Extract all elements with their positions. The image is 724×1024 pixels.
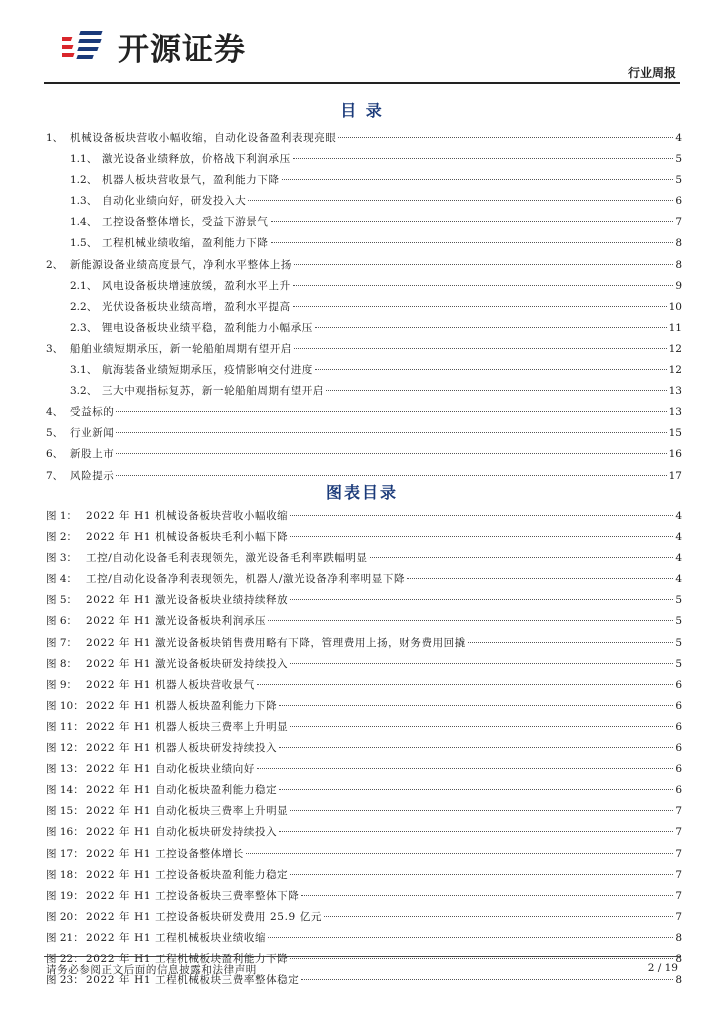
- dot-leader: [271, 242, 674, 243]
- entry-title[interactable]: 船舶业绩短期承压，新一轮船舶周期有望开启: [70, 342, 292, 355]
- entry-number: 图 3：: [46, 552, 78, 565]
- dot-leader: [324, 916, 673, 917]
- entry-title[interactable]: 激光设备业绩释放，价格战下利润承压: [102, 153, 291, 166]
- entry-title[interactable]: 2022 年 H1 工控设备板块三费率整体下降: [86, 889, 300, 902]
- dot-leader: [268, 937, 673, 938]
- entry-title[interactable]: 2022 年 H1 自动化板块三费率上升明显: [86, 805, 289, 818]
- entry-page-number: 6: [675, 195, 682, 208]
- entry-title[interactable]: 2022 年 H1 机器人板块盈利能力下降: [86, 699, 278, 712]
- toc-entry[interactable]: [46, 360, 682, 381]
- figure-entry[interactable]: [46, 696, 682, 717]
- entry-title[interactable]: 新股上市: [70, 448, 115, 461]
- dot-leader: [279, 705, 673, 706]
- entry-number: 1.1、: [70, 153, 98, 166]
- entry-page-number: 17: [668, 469, 682, 482]
- dot-leader: [279, 747, 673, 748]
- entry-page-number: 8: [675, 237, 682, 250]
- entry-page-number: 11: [668, 321, 682, 334]
- entry-page-number: 5: [675, 636, 682, 649]
- entry-title[interactable]: 2022 年 H1 工程机械板块盈利能力下降: [86, 952, 289, 965]
- dot-leader: [116, 475, 666, 476]
- entry-title[interactable]: 自动化业绩向好，研发投入大: [102, 195, 247, 208]
- entry-number: 图 15：: [46, 805, 84, 818]
- dot-leader: [315, 327, 667, 328]
- entry-page-number: 6: [675, 678, 682, 691]
- entry-number: 图 7：: [46, 636, 78, 649]
- page-number: 2 / 19: [647, 962, 678, 974]
- entry-number: 4、: [46, 406, 64, 419]
- entry-page-number: 5: [675, 153, 682, 166]
- entry-number: 7、: [46, 469, 64, 482]
- figure-entry[interactable]: [46, 928, 682, 949]
- figure-entry[interactable]: [46, 548, 682, 569]
- toc-entry[interactable]: [46, 444, 682, 465]
- entry-number: 图 14：: [46, 784, 84, 797]
- header-divider: [44, 82, 680, 84]
- dot-leader: [116, 411, 666, 412]
- dot-leader: [315, 369, 667, 370]
- dot-leader: [279, 789, 673, 790]
- figure-entry[interactable]: [46, 780, 682, 801]
- entry-title[interactable]: 2022 年 H1 机器人板块三费率上升明显: [86, 720, 289, 733]
- figure-entry[interactable]: [46, 759, 682, 780]
- entry-number: 3.2、: [70, 385, 98, 398]
- entry-title[interactable]: 风险提示: [70, 469, 115, 482]
- entry-page-number: 7: [675, 868, 682, 881]
- entry-title[interactable]: 风电设备板块增速放缓，盈利水平上升: [102, 279, 291, 292]
- figure-entry[interactable]: [46, 738, 682, 759]
- figure-entry[interactable]: [46, 717, 682, 738]
- entry-page-number: 7: [675, 826, 682, 839]
- entry-title[interactable]: 行业新闻: [70, 427, 115, 440]
- entry-number: 3.1、: [70, 364, 98, 377]
- entry-title[interactable]: 2022 年 H1 工控设备整体增长: [86, 847, 244, 860]
- figure-entry[interactable]: [46, 633, 682, 654]
- figure-entry[interactable]: [46, 611, 682, 632]
- dot-leader: [248, 200, 673, 201]
- entry-title[interactable]: 2022 年 H1 工程机械板块三费率整体稳定: [86, 974, 300, 987]
- entry-page-number: 8: [675, 931, 682, 944]
- figure-entry[interactable]: [46, 844, 682, 865]
- dot-leader: [290, 663, 673, 664]
- entry-title[interactable]: 航海装备业绩短期承压，疫情影响交付进度: [102, 364, 313, 377]
- dot-leader: [271, 221, 674, 222]
- dot-leader: [290, 515, 673, 516]
- figure-entry[interactable]: [46, 886, 682, 907]
- entry-number: 图 1：: [46, 510, 78, 522]
- entry-number: 图 17：: [46, 847, 84, 860]
- toc-entry[interactable]: [46, 339, 682, 360]
- entry-number: 1.2、: [70, 174, 98, 187]
- dot-leader: [301, 979, 673, 980]
- entry-title[interactable]: 2022 年 H1 工控设备板块研发费用 25.9 亿元: [86, 910, 322, 923]
- entry-title[interactable]: 2022 年 H1 激光设备板块销售费用略有下降，管理费用上扬，财务费用回撬: [86, 636, 466, 649]
- entry-title[interactable]: 2022 年 H1 工控设备板块盈利能力稳定: [86, 868, 289, 881]
- entry-page-number: 13: [668, 385, 682, 398]
- entry-number: 图 20：: [46, 910, 84, 923]
- entry-number: 3、: [46, 342, 64, 355]
- toc-entry[interactable]: [46, 381, 682, 402]
- entry-title[interactable]: 新能源设备业绩高度景气，净利水平整体上扬: [70, 258, 292, 271]
- figure-entry[interactable]: [46, 675, 682, 696]
- entry-number: 图 13：: [46, 763, 84, 776]
- entry-title[interactable]: 工控/自动化设备毛利表现领先，激光设备毛利率跌幅明显: [86, 552, 368, 565]
- entry-title[interactable]: 2022 年 H1 机器人板块研发持续投入: [86, 742, 278, 755]
- entry-page-number: 16: [668, 448, 682, 461]
- entry-page-number: 4: [675, 510, 682, 522]
- entry-number: 2.3、: [70, 321, 98, 334]
- entry-page-number: 5: [675, 594, 682, 607]
- entry-title[interactable]: 机器人板块营收景气，盈利能力下降: [102, 174, 280, 187]
- entry-number: 2.1、: [70, 279, 98, 292]
- dot-leader: [257, 684, 673, 685]
- entry-page-number: 5: [675, 174, 682, 187]
- figure-entry[interactable]: [46, 801, 682, 822]
- figure-entry[interactable]: [46, 822, 682, 843]
- dot-leader: [116, 432, 666, 433]
- figure-entry[interactable]: [46, 590, 682, 611]
- entry-title[interactable]: 2022 年 H1 自动化板块业绩向好: [86, 763, 255, 776]
- figure-entry[interactable]: [46, 527, 682, 548]
- figure-entry[interactable]: [46, 865, 682, 886]
- entry-number: 1.5、: [70, 237, 98, 250]
- entry-number: 5、: [46, 427, 64, 440]
- toc-title: 目 录: [340, 101, 384, 120]
- entry-title[interactable]: 工程机械业绩收缩，盈利能力下降: [102, 237, 269, 250]
- entry-number: 图 22：: [46, 952, 84, 965]
- entry-number: 图 6：: [46, 615, 78, 628]
- entry-number: 图 23：: [46, 974, 84, 987]
- entry-page-number: 9: [675, 279, 682, 292]
- entry-page-number: 8: [675, 952, 682, 965]
- entry-title[interactable]: 三大中观指标复苏，新一轮船舶周期有望开启: [102, 385, 324, 398]
- dot-leader: [290, 874, 673, 875]
- entry-title[interactable]: 工控设备整体增长，受益下游景气: [102, 216, 269, 229]
- entry-page-number: 7: [675, 216, 682, 229]
- entry-number: 图 12：: [46, 742, 84, 755]
- entry-number: 图 11：: [46, 720, 84, 733]
- dot-leader: [246, 853, 673, 854]
- entry-page-number: 7: [675, 805, 682, 818]
- toc-entry[interactable]: [46, 318, 682, 339]
- toc-entry[interactable]: [46, 276, 682, 297]
- brand-logo: [62, 24, 246, 69]
- dot-leader: [326, 390, 667, 391]
- entry-page-number: 6: [675, 742, 682, 755]
- entry-page-number: 12: [668, 364, 682, 377]
- entry-title[interactable]: 2022 年 H1 激光设备板块利润承压: [86, 615, 267, 628]
- toc-list: [46, 128, 682, 487]
- entry-title[interactable]: 2022 年 H1 机械设备板块营收小幅收缩: [86, 510, 289, 522]
- figure-entry[interactable]: [46, 907, 682, 928]
- entry-page-number: 6: [675, 784, 682, 797]
- entry-page-number: 4: [675, 531, 682, 544]
- dot-leader: [293, 306, 667, 307]
- dot-leader: [370, 557, 674, 558]
- entry-title[interactable]: 工控/自动化设备净利表现领先，机器人/激光设备净利率明显下降: [86, 573, 406, 586]
- brand-logo-icon: [62, 27, 108, 67]
- toc-entry[interactable]: [46, 402, 682, 423]
- entry-number: 图 16：: [46, 826, 84, 839]
- dot-leader: [290, 958, 673, 959]
- dot-leader: [268, 620, 673, 621]
- entry-page-number: 15: [668, 427, 682, 440]
- entry-title[interactable]: 2022 年 H1 自动化板块盈利能力稳定: [86, 784, 278, 797]
- entry-number: 图 9：: [46, 678, 78, 691]
- entry-title[interactable]: 光伏设备板块业绩高增，盈利水平提高: [102, 300, 291, 313]
- footer-divider: [44, 956, 680, 957]
- entry-page-number: 6: [675, 699, 682, 712]
- toc-entry[interactable]: [46, 170, 682, 191]
- entry-title[interactable]: 受益标的: [70, 406, 115, 419]
- dot-leader: [116, 453, 666, 454]
- toc-entry[interactable]: [46, 149, 682, 170]
- page-header: [0, 0, 724, 86]
- toc-entry[interactable]: [46, 233, 682, 254]
- entry-title[interactable]: 2022 年 H1 机器人板块营收景气: [86, 678, 255, 691]
- figure-entry[interactable]: [46, 569, 682, 590]
- entry-number: 1.3、: [70, 195, 98, 208]
- entry-title[interactable]: 2022 年 H1 工程机械板块业绩收缩: [86, 931, 267, 944]
- dot-leader: [290, 810, 673, 811]
- toc-entry[interactable]: [46, 212, 682, 233]
- entry-title[interactable]: 机械设备板块营收小幅收缩，自动化设备盈利表现亮眼: [70, 132, 337, 144]
- entry-number: 图 8：: [46, 657, 78, 670]
- dot-leader: [338, 137, 673, 138]
- toc-entry[interactable]: [46, 255, 682, 276]
- entry-title[interactable]: 2022 年 H1 机械设备板块毛利小幅下降: [86, 531, 289, 544]
- entry-page-number: 10: [668, 300, 682, 313]
- figures-title: 图表目录: [325, 483, 398, 502]
- brand-name: 开源证券: [118, 32, 246, 68]
- entry-page-number: 5: [675, 657, 682, 670]
- entry-page-number: 8: [675, 258, 682, 271]
- entry-page-number: 6: [675, 763, 682, 776]
- entry-page-number: 13: [668, 406, 682, 419]
- toc-entry[interactable]: [46, 191, 682, 212]
- figure-entry[interactable]: [46, 654, 682, 675]
- dot-leader: [301, 895, 673, 896]
- entry-number: 1、: [46, 132, 64, 144]
- dot-leader: [290, 536, 673, 537]
- entry-number: 1.4、: [70, 216, 98, 229]
- entry-page-number: 4: [675, 573, 682, 586]
- entry-page-number: 12: [668, 342, 682, 355]
- entry-number: 6、: [46, 448, 64, 461]
- dot-leader: [290, 726, 673, 727]
- dot-leader: [282, 179, 674, 180]
- entry-page-number: 8: [675, 974, 682, 987]
- dot-leader: [279, 831, 673, 832]
- report-type-label: 行业周报: [627, 66, 676, 80]
- toc-entry[interactable]: [46, 297, 682, 318]
- dot-leader: [257, 768, 673, 769]
- dot-leader: [293, 158, 674, 159]
- dot-leader: [290, 599, 673, 600]
- entry-title[interactable]: 2022 年 H1 激光设备板块研发持续投入: [86, 657, 289, 670]
- figure-list: [46, 506, 682, 991]
- entry-number: 图 18：: [46, 868, 84, 881]
- toc-entry[interactable]: [46, 423, 682, 444]
- entry-page-number: 7: [675, 910, 682, 923]
- figure-entry[interactable]: [46, 506, 682, 527]
- entry-title[interactable]: 2022 年 H1 激光设备板块业绩持续释放: [86, 594, 289, 607]
- entry-number: 图 5：: [46, 594, 78, 607]
- entry-title[interactable]: 锂电设备板块业绩平稳，盈利能力小幅承压: [102, 321, 313, 334]
- footer-disclaimer: 请务必参阅正文后面的信息披露和法律声明: [46, 964, 257, 976]
- entry-page-number: 7: [675, 889, 682, 902]
- dot-leader: [294, 348, 667, 349]
- entry-number: 图 4：: [46, 573, 78, 586]
- dot-leader: [293, 285, 674, 286]
- entry-number: 图 2：: [46, 531, 78, 544]
- entry-number: 2.2、: [70, 300, 98, 313]
- entry-page-number: 4: [675, 132, 682, 144]
- dot-leader: [294, 264, 673, 265]
- entry-page-number: 5: [675, 615, 682, 628]
- toc-entry[interactable]: [46, 128, 682, 149]
- entry-title[interactable]: 2022 年 H1 自动化板块研发持续投入: [86, 826, 278, 839]
- entry-number: 2、: [46, 258, 64, 271]
- dot-leader: [407, 578, 673, 579]
- entry-page-number: 4: [675, 552, 682, 565]
- entry-number: 图 21：: [46, 931, 84, 944]
- entry-number: 图 10：: [46, 699, 84, 712]
- entry-page-number: 6: [675, 720, 682, 733]
- entry-page-number: 7: [675, 847, 682, 860]
- entry-number: 图 19：: [46, 889, 84, 902]
- dot-leader: [468, 642, 673, 643]
